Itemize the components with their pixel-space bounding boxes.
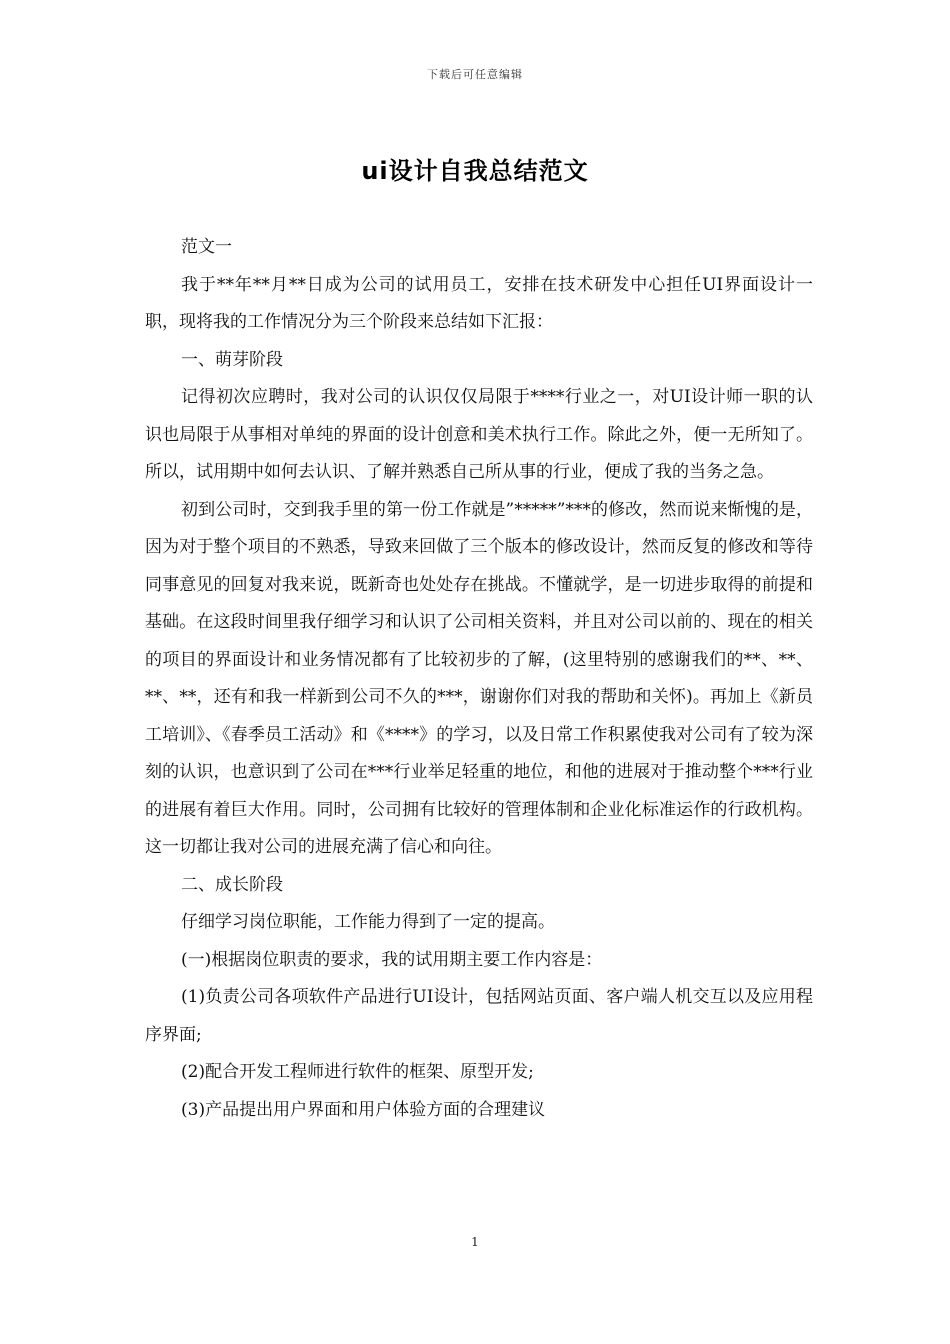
section-heading-budding-stage: 一、萌芽阶段 — [181, 349, 283, 370]
document-title: ui设计自我总结范文 — [361, 157, 589, 185]
page-number: 1 — [471, 1235, 479, 1249]
first-job-paragraph: 初到公司时，交到我手里的第一份工作就是”*****”***的修改，然而说来惭愧的是，因为对于整个项目的不熟悉，导致来回做了三个版本的修改设计，然而反复的修改和等待同事意见的回复对我来说，既新奇也处处存在挑战。不懂就学，是一切进步取得的前提和基础。在这段时间里我仔细学习和认识了公司相关资料，并且对公司以前的、现在的相关的项目的界面设计和业务情况都有了比较初步的了解，(这里特别的感谢我们的**、**、**、**，还有和我一样新到公司不久的***，谢谢你们对我的帮助和关怀)。再加上《新员工培训》、《春季员工活动》和《****》的学习，以及日常工作积累使我对公司有了较为深刻的认识，也意识到了公司在***行业举足轻重的地位，和他的进展对于推动整个***行业的进展有着巨大作用。同时，公司拥有比较好的管理体制和企业化标准运作的行政机构。这一切都让我对公司的进展充满了信心和向往。 — [145, 499, 813, 857]
duty-item-2: (2)配合开发工程师进行软件的框架、原型开发; — [181, 1062, 534, 1082]
duties-intro-paragraph: (一)根据岗位职责的要求，我的试用期主要工作内容是： — [181, 949, 603, 970]
duty-item-1: (1)负责公司各项软件产品进行UI设计，包括网站页面、客户端人机交互以及应用程序界面; — [145, 987, 813, 1045]
intro-paragraph: 我于**年**月**日成为公司的试用员工，安排在技术研发中心担任UI界面设计一职，现将我的工作情况分为三个阶段来总结如下汇报： — [145, 274, 813, 332]
duty-item-3: (3)产品提出用户界面和用户体验方面的合理建议 — [181, 1099, 546, 1120]
growth-summary-paragraph: 仔细学习岗位职能，工作能力得到了一定的提高。 — [181, 912, 555, 932]
first-impression-paragraph: 记得初次应聘时，我对公司的认识仅仅局限于****行业之一，对UI设计师一职的认识也局限于从事相对单纯的界面的设计创意和美术执行工作。除此之外，便一无所知了。所以，试用期中如何去认识、了解并熟悉自己所从事的行业，便成了我的当务之急。 — [145, 387, 813, 482]
section-label-sample-one: 范文一 — [181, 237, 232, 257]
section-heading-growth-stage: 二、成长阶段 — [181, 874, 283, 895]
header-note: 下载后可任意编辑 — [427, 68, 523, 81]
document-body — [145, 229, 813, 1129]
